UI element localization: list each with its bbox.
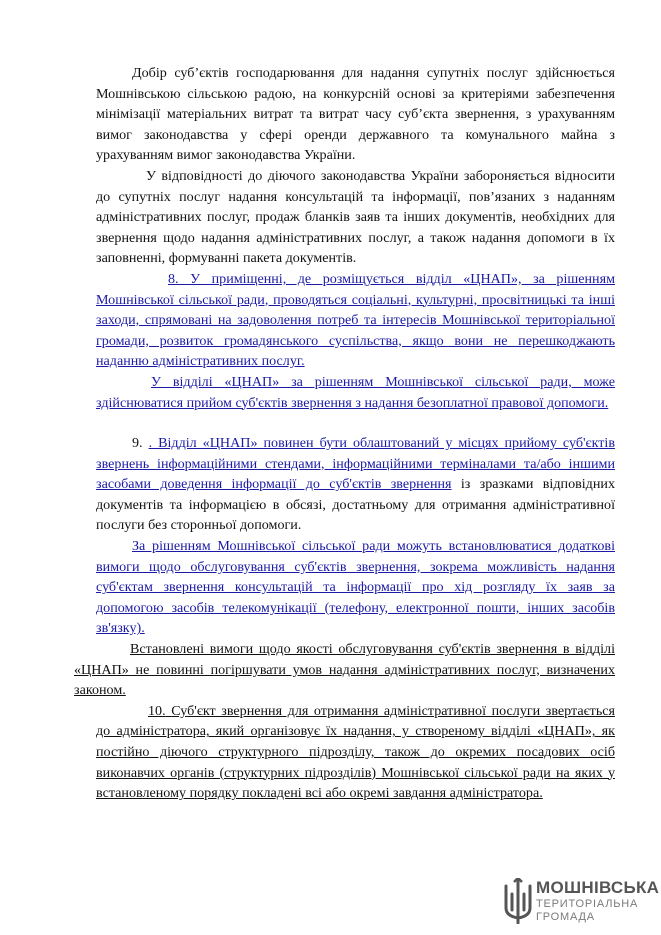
paragraph-additional-requirements[interactable]: За рішенням Мошнівської сільської ради можуть встановлюватися додаткові вимоги щодо обслуговування суб'єктів звернення, зокрема можливість надання суб'єктам звернення консультацій та інформації про хід розгляду їх заяв за допомогою засобів телекомунікації (телефону, електронної пошти, інших засобів зв'язку).: [96, 538, 615, 637]
item-9-rest: із зразками відповідних документів та інформацією в обсязі, достатньому для отримання адміністративної послуги без сторонньої допомоги.: [96, 476, 615, 534]
paragraph-item-8[interactable]: 8. У приміщенні, де розміщується відділ «ЦНАП», за рішенням Мошнівської сільської ради, проводяться соціальні, культурні, просвітницькі та інші заходи, спрямовані на задоволення потреб та інтересів Мошнівської територіальної громади, розвиток громадянського суспільства, якщо вони не перешкоджають наданню адміністративних послуг.: [96, 270, 615, 370]
paragraph-legal-aid[interactable]: У відділі «ЦНАП» за рішенням Мошнівської сільської ради, може здійснюватися прийом суб'єктів звернення з надання безоплатної правової допомоги.: [96, 373, 615, 411]
item-9-link[interactable]: . Відділ «ЦНАП» повинен бути облаштований у місцях прийому суб'єктів звернень інформаційними стендами, інформаційними терміналами та/або іншими засобами доведення інформації до суб'єктів звернення: [96, 435, 615, 493]
item-10-text: Суб'єкт звернення для отримання адміністративної послуги звертається до адміністратора, який організовує їх надання, у створеному відділі «ЦНАП», як постійно діючого структурного підрозділу, також до окремих посадових осіб виконавчих органів (структурних підрозділів) Мошнівської сільської ради на яких у встановленому порядку покладені всі або окремі завдання адміністратора.: [96, 702, 615, 802]
trident-icon: [500, 878, 536, 924]
logo-line-2: ТЕРИТОРІАЛЬНА: [536, 898, 639, 910]
community-logo: [500, 876, 660, 926]
paragraph-quality-requirements: Встановлені вимоги щодо якості обслуговування суб'єктів звернення в відділі «ЦНАП» не повинні погіршувати умов надання адміністративних послуг, визначених законом.: [74, 641, 615, 699]
item-9-number: 9.: [132, 435, 143, 452]
paragraph-prohibited-services: У відповідності до діючого законодавства України забороняється відносити до супутніх послуг надання консультацій та інформації, пов’язаних з наданням адміністративних послуг, продаж бланків заяв та інших документів, необхідних для звернення щодо надання адміністративних послуг, а також надання допомоги в їх заповненні, формуванні пакета документів.: [96, 167, 615, 267]
paragraph-item-10: [96, 701, 615, 804]
logo-line-1: МОШНІВСЬКА: [536, 878, 660, 897]
paragraph-gap: [96, 413, 615, 433]
paragraph-selection-of-entities: Добір суб’єктів господарювання для надання супутніх послуг здійснюється Мошнівською сільською радою, на конкурсній основі за критеріями забезпечення мінімізації матеріальних витрат та витрат часу суб’єкта звернення, з урахуванням вимог законодавства у сфері оренди державного та комунального майна з урахуванням вимог законодавства України.: [96, 65, 615, 164]
logo-line-3: ГРОМАДА: [536, 911, 595, 923]
document-body: [74, 63, 615, 804]
item-10-number: 10.: [148, 702, 166, 719]
paragraph-item-9: [96, 433, 615, 536]
